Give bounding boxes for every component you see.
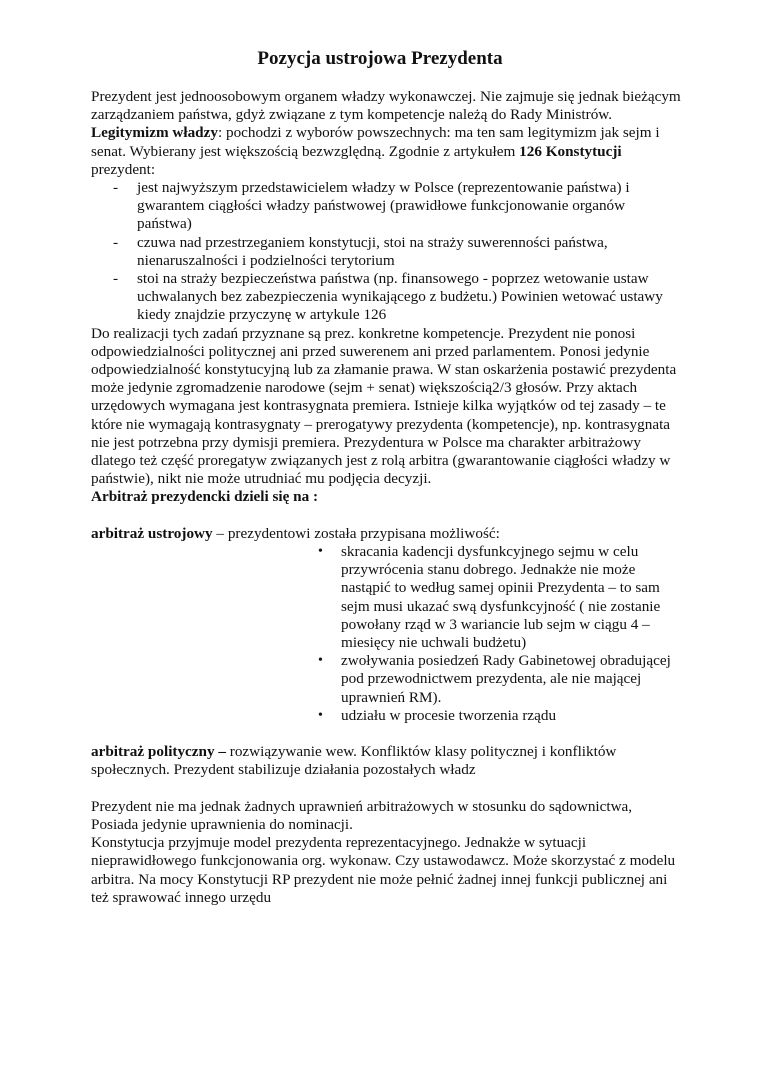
list-item-text: jest najwyższym przedstawicielem władzy w Polsce (reprezentowanie państwa) i gwarantem ciągłości władzy państwowej (prawidłowe funkcjonowanie organów państwa) — [137, 179, 630, 233]
judiciary-paragraph: Prezydent nie ma jednak żadnych uprawnień arbitrażowych w stosunku do sądownictwa, Posiada jedynie uprawnienia do nominacji. — [91, 797, 633, 834]
legitimacy-text-b: prezydent: — [91, 160, 156, 178]
intro-paragraph: Prezydent jest jednoosobowym organem władzy wykonawczej. Nie zajmuje się jednak bieżącym zarządzaniem państwa, gdyż związane z tym kompetencje należą do Rady Ministrów. — [91, 88, 681, 124]
political-arbitrage-label: arbitraż polityczny – — [91, 743, 226, 761]
list-item-text: czuwa nad przestrzeganiem konstytucji, stoi na straży suwerenności państwa, nienaruszalności i podzielności terytorium — [137, 233, 608, 269]
blank-line — [91, 725, 681, 743]
dash-marker: - — [113, 179, 119, 197]
list-item-text: skracania kadencji dysfunkcyjnego sejmu w celu przywrócenia stanu dobrego. Jednakże nie może nastąpić to według samej opinii Prezydenta – to sam sejm musi ukazać swą dysfunkcyjność ( nie zostanie powołany rząd w 3 wariancie lub sejm w ciągu 4 – miesięcy nie uchwali budżetu) — [341, 543, 661, 652]
political-arbitrage-text: rozwiązywanie wew. Konfliktów klasy politycznej i konfliktów społecznych. Prezydent stabilizuje działania pozostałych władz — [91, 743, 617, 779]
constitutional-arbitrage-paragraph — [91, 525, 681, 543]
list-item-text: zwoływania posiedzeń Rady Gabinetowej obradującej pod przewodnictwem prezydenta, ale nie mającej uprawnień RM). — [341, 652, 671, 706]
dash-marker: - — [113, 270, 119, 288]
article-reference: 126 Konstytucji — [519, 142, 622, 160]
bullet-marker: • — [318, 653, 323, 669]
list-item-text: udziału w procesie tworzenia rządu — [341, 706, 557, 724]
bullet-marker: • — [318, 544, 323, 560]
page-title: Pozycja ustrojowa Prezydenta — [257, 48, 503, 69]
legitimacy-paragraph — [91, 124, 681, 179]
model-paragraph: Konstytucja przyjmuje model prezydenta reprezentacyjnego. Jednakże w sytuacji nieprawidłowego funkcjonowania org. wykonaw. Czy ustawodawcz. Może skorzystać z modelu arbitra. Na mocy Konstytucji RP prezydent nie może pełnić żadnej innej funkcji publicznej ani też sprawować innego urzędu — [91, 834, 676, 906]
dash-marker: - — [113, 233, 119, 251]
list-item-text: stoi na straży bezpieczeństwa państwa (np. finansowego - poprzez wetowanie ustaw uchwalanych bez zabezpieczenia wynikającego z budżetu.) Powinien wetować ustawy kiedy znajdzie przyczynę w artykule 126 — [137, 270, 663, 324]
list-item — [316, 652, 681, 707]
bullet-marker: • — [318, 707, 323, 723]
realization-paragraph: Do realizacji tych zadań przyznane są prez. konkretne kompetencje. Prezydent nie ponosi odpowiedzialności politycznej ani przed suwerenem ani przed parlamentem. Ponosi jedynie odpowiedzialność konstytucyjną lub za złamanie prawa. W stan oskarżenia postawić prezydenta może jedynie zgromadzenie narodowe (sejm + senat) większością2/3 głosów. Przy aktach urzędowych wymagana jest kontrasygnata premiera. Istnieje kilka wyjątków od tej zasady – te które nie wymagają kontrasygnaty – prerogatywy prezydenta (kompetencje), np. kontrasygnata nie jest potrzebna przy dymisji premiera. Prezydentura w Polsce ma charakter arbitrażowy dlatego też część proregatyw związanych jest z rolą arbitra (gwarantowanie ciągłości władzy w państwie), nikt nie może utrudniać mu podjęcia decyzji. — [91, 324, 677, 488]
arbitrage-heading: Arbitraż prezydencki dzieli się na : — [91, 488, 319, 506]
list-item — [316, 707, 681, 725]
list-item — [91, 234, 681, 270]
legitimacy-label: Legitymizm władzy — [91, 124, 218, 142]
constitutional-powers-list — [91, 543, 681, 725]
blank-line — [91, 507, 681, 525]
list-item — [316, 543, 681, 652]
list-item — [91, 179, 681, 234]
legitimacy-text-a: : pochodzi z wyborów powszechnych: ma ten sam legitymizm jak sejm i senat. Wybierany jest większością bezwzględną. Zgodnie z artykułem — [91, 124, 660, 160]
constitutional-arbitrage-label: arbitraż ustrojowy — [91, 524, 213, 542]
duties-list — [91, 179, 681, 325]
document-body — [91, 88, 681, 907]
political-arbitrage-paragraph — [91, 743, 681, 779]
constitutional-arbitrage-text: – prezydentowi została przypisana możliwość: — [212, 524, 500, 542]
list-item — [91, 270, 681, 325]
blank-line — [91, 780, 681, 798]
